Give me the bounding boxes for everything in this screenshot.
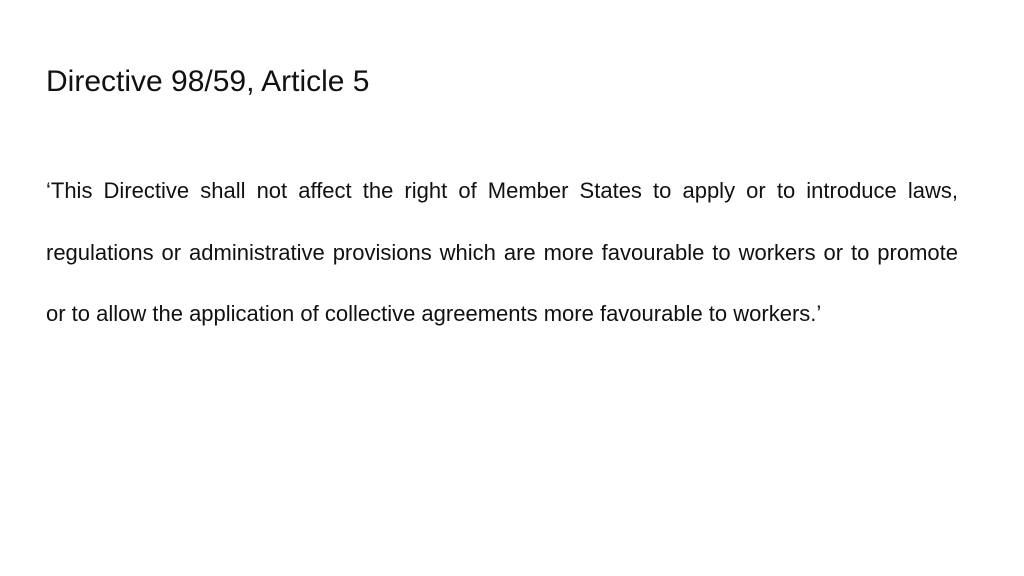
slide-title: Directive 98/59, Article 5: [46, 65, 370, 98]
quoted-article-text: ‘This Directive shall not affect the right of Member States to apply or to introduce laws, regulations or administrative provisions which are more favourable to workers or to promote or to allow the application of collective agreements more favourable to workers.’: [46, 178, 958, 326]
